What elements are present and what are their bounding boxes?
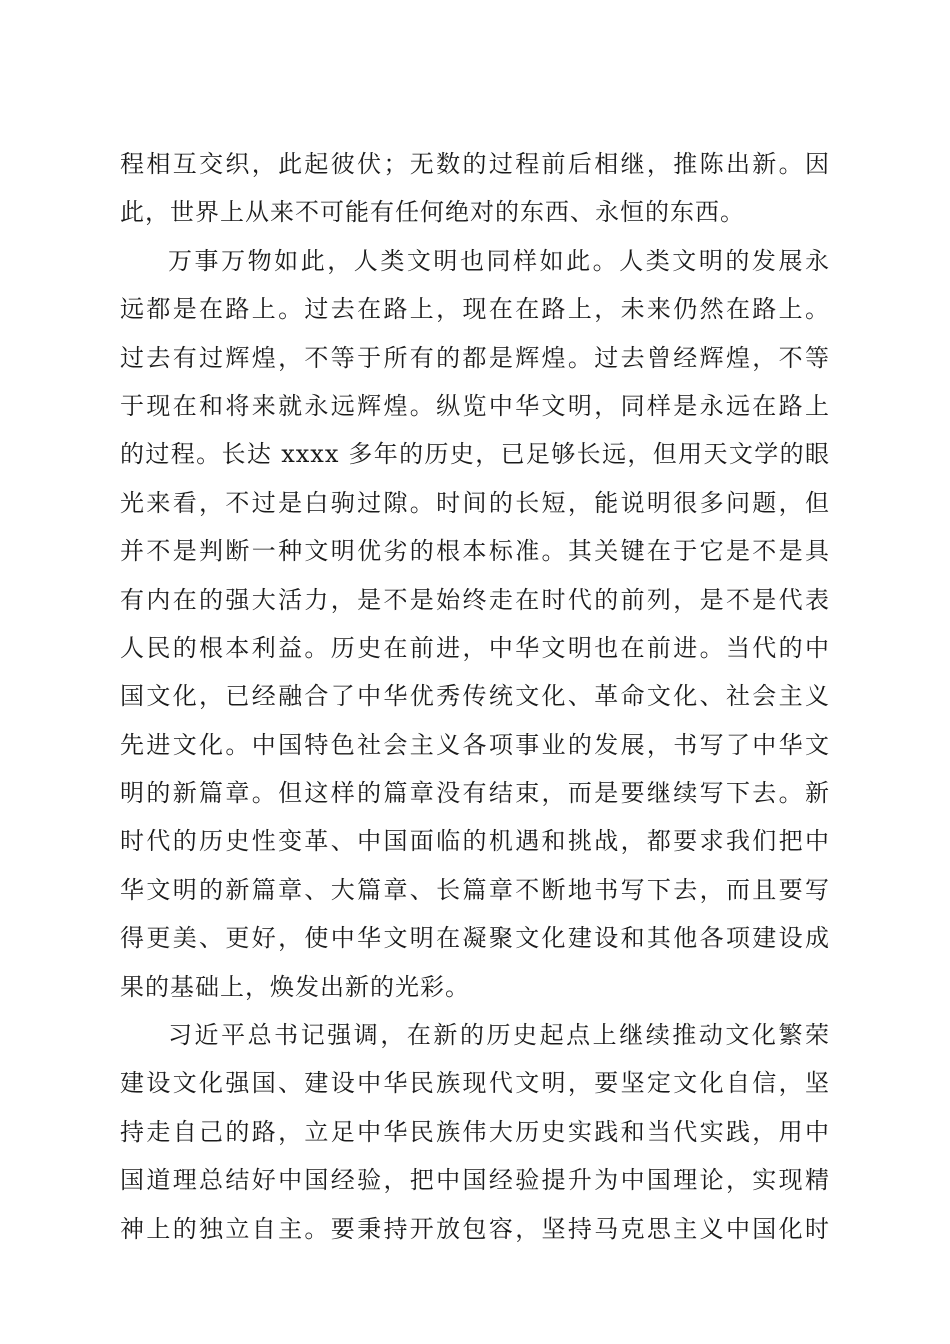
text-line: 华文明的新篇章、大篇章、长篇章不断地书写下去，而且要写 [120, 875, 830, 904]
text-line: 时代的历史性变革、中国面临的机遇和挑战，都要求我们把中 [120, 827, 830, 856]
text-line: 有内在的强大活力，是不是始终走在时代的前列，是不是代表 [120, 585, 830, 614]
text-line: 此，世界上从来不可能有任何绝对的东西、永恒的东西。 [120, 198, 745, 227]
text-line: 人民的根本利益。历史在前进，中华文明也在前进。当代的中 [120, 633, 830, 662]
paragraph-p2 [120, 237, 830, 1011]
text-line: 建设文化强国、建设中华民族现代文明，要坚定文化自信，坚 [120, 1069, 830, 1098]
paragraph-p3 [120, 1011, 830, 1253]
text-line: 国道理总结好中国经验，把中国经验提升为中国理论，实现精 [120, 1166, 830, 1195]
text-line: 程相互交织，此起彼伏；无数的过程前后相继，推陈出新。因 [120, 150, 830, 178]
text-line: 于现在和将来就永远辉煌。纵览中华文明，同样是永远在路上 [120, 391, 830, 420]
text-line: 得更美、更好，使中华文明在凝聚文化建设和其他各项建设成 [120, 924, 830, 953]
text-line: 果的基础上，焕发出新的光彩。 [120, 972, 470, 1001]
text-line: 先进文化。中国特色社会主义各项事业的发展，书写了中华文 [120, 730, 830, 759]
text-line: 并不是判断一种文明优劣的根本标准。其关键在于它是不是具 [120, 537, 830, 566]
paragraph-p1 [120, 140, 830, 237]
text-line: 明的新篇章。但这样的篇章没有结束，而是要继续写下去。新 [120, 779, 830, 808]
text-line: 持走自己的路，立足中华民族伟大历史实践和当代实践，用中 [120, 1117, 830, 1146]
text-line: 远都是在路上。过去在路上，现在在路上，未来仍然在路上。 [120, 295, 830, 324]
text-line: 国文化，已经融合了中华优秀传统文化、革命文化、社会主义 [120, 682, 830, 711]
text-line: 神上的独立自主。要秉持开放包容，坚持马克思主义中国化时 [120, 1214, 830, 1243]
text-line: 光来看，不过是白驹过隙。时间的长短，能说明很多问题，但 [120, 488, 830, 517]
text-line: 万事万物如此，人类文明也同样如此。人类文明的发展永 [168, 246, 830, 275]
body-text [120, 140, 830, 1253]
text-line: 习近平总书记强调，在新的历史起点上继续推动文化繁荣 [168, 1021, 830, 1050]
text-line: 过去有过辉煌，不等于所有的都是辉煌。过去曾经辉煌，不等 [120, 343, 830, 372]
text-line: 的过程。长达 xxxx 多年的历史，已足够长远，但用天文学的眼 [120, 440, 830, 469]
